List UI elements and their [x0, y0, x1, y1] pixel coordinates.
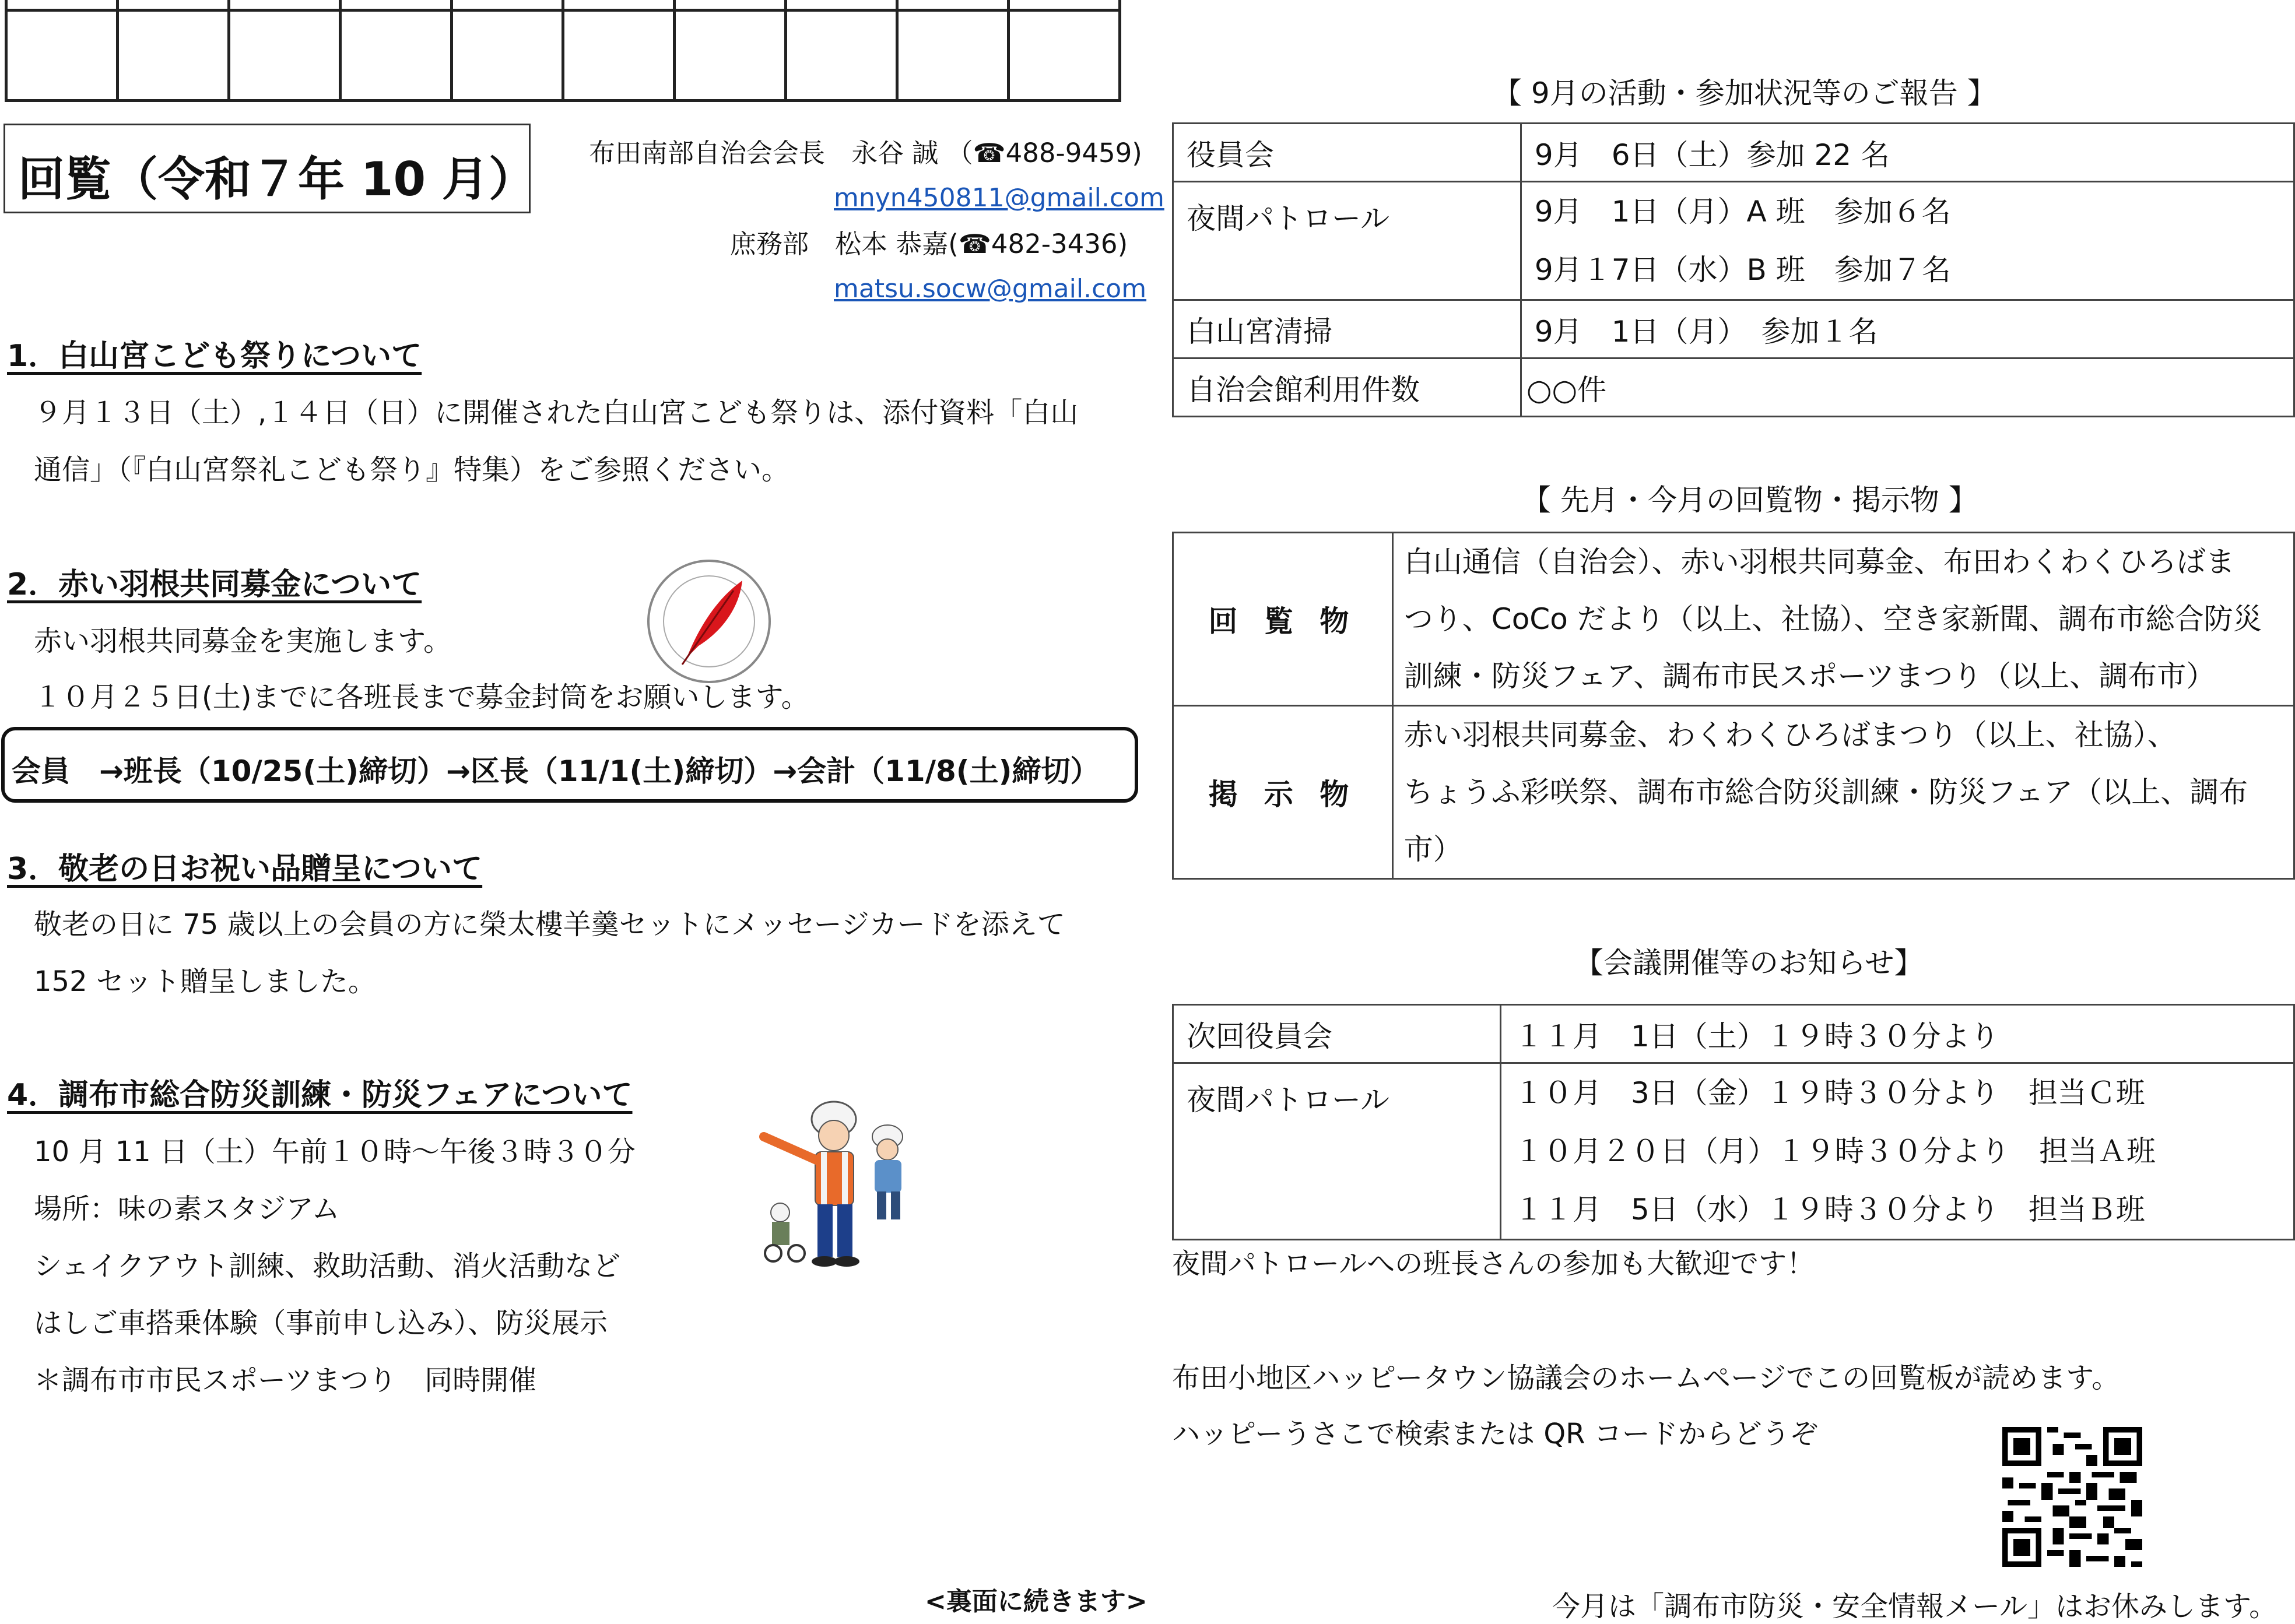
- circular-label: 回 覧 物: [1173, 533, 1393, 706]
- continue-note: <裏面に続きます>: [925, 1587, 1148, 1616]
- circular-items: [1392, 533, 2294, 706]
- section3-line-2: 152 セット贈呈しました。: [34, 965, 376, 998]
- meetings-table: [1172, 1004, 2295, 1240]
- bulletin-items: [1392, 706, 2294, 879]
- report-value-3: 9月 1日（月） 参加１名: [1521, 300, 2294, 358]
- qr-code-icon[interactable]: [2002, 1427, 2142, 1567]
- footer-note: 今月は「調布市防災・安全情報メール」はお休みします。: [1552, 1590, 2278, 1623]
- table-row: [1173, 1005, 2294, 1063]
- section4-line-2: 場所：味の素スタジアム: [34, 1193, 340, 1225]
- secretary-contact: 庶務部 松本 恭嘉(☎482-3436): [730, 229, 1128, 259]
- bulletin-line-1: 赤い羽根共同募金、わくわくひろばまつり（以上、社協）、: [1403, 718, 2177, 752]
- report-label-1: 役員会: [1173, 124, 1521, 182]
- patrol-note: 夜間パトロールへの班長さんの参加も大歓迎です！: [1172, 1247, 1815, 1280]
- bulletin-line-3: 市）: [1403, 832, 1462, 866]
- chairman-email-link[interactable]: mnyn450811@gmail.com: [834, 183, 1164, 213]
- report-value-2a: 9月 1日（月）A 班 参加６名: [1534, 195, 1951, 229]
- chairman-contact: 布田南部自治会会長 永谷 誠 （☎488-9459): [589, 138, 1142, 168]
- table-row: [1173, 182, 2294, 300]
- section3-line-1: 敬老の日に 75 歳以上の会員の方に榮太樓羊羹セットにメッセージカードを添えて: [34, 908, 1065, 941]
- meeting-value-2a: １０月 3日（金）１９時３０分より 担当Ｃ班: [1514, 1076, 2145, 1110]
- bulletin-line-2: ちょうふ彩咲祭、調布市総合防災訓練・防災フェア（以上、調布: [1403, 775, 2248, 809]
- section3-heading: 3．敬老の日お祝い品贈呈について: [7, 852, 483, 887]
- report-table: [1172, 122, 2295, 417]
- flow-box: [1, 727, 1138, 803]
- circular-line-1: 白山通信（自治会）、赤い羽根共同募金、布田わくわくひろばま: [1403, 545, 2235, 579]
- section2-heading: 2．赤い羽根共同募金について: [7, 567, 422, 602]
- report-value-4: ○○件: [1521, 358, 2294, 417]
- section4-line-1: 10 月 11 日（土）午前１０時～午後３時３０分: [34, 1136, 636, 1168]
- circular-line-2: つり、CoCo だより（以上、社協）、空き家新聞、調布市総合防災: [1403, 602, 2262, 636]
- flow-text: 会員 →班長（10/25(土)締切）→区長（11/1(土)締切）→会計（11/8(土)締切）: [12, 754, 1100, 788]
- red-feather-seal-icon: [646, 558, 772, 684]
- meeting-value-1: １１月 1日（土）１９時３０分より: [1500, 1005, 2294, 1063]
- report-value-2b: 9月１7日（水）B 班 参加７名: [1534, 253, 1951, 287]
- table-row: [1173, 124, 2294, 182]
- section4-heading: 4．調布市総合防災訓練・防災フェアについて: [7, 1078, 633, 1113]
- table-row: [1173, 533, 2294, 706]
- meeting-label-1: 次回役員会: [1173, 1005, 1501, 1063]
- top-grid-table: [5, 0, 1121, 102]
- meeting-values-2: [1500, 1063, 2294, 1240]
- circulars-table: [1172, 532, 2295, 880]
- report-title: 【 9月の活動・参加状況等のご報告 】: [1493, 76, 1996, 110]
- page-title: 回覧（令和７年 10 月）: [18, 152, 536, 206]
- meeting-value-2b: １０月２０日（月）１９時３０分より 担当Ａ班: [1514, 1134, 2156, 1168]
- meetings-title: 【会議開催等のお知らせ】: [1574, 946, 1924, 980]
- section4-line-4: はしご車搭乗体験（事前申し込み）、防災展示: [34, 1307, 608, 1340]
- table-row: [1173, 1063, 2294, 1240]
- section2-line-2: １０月２５日(土)までに各班長まで募金封筒をお願いします。: [34, 681, 809, 713]
- report-value-1: 9月 6日（土）参加 22 名: [1521, 124, 2294, 182]
- table-row: [1173, 300, 2294, 358]
- secretary-email-link[interactable]: matsu.socw@gmail.com: [834, 274, 1147, 304]
- section1-line-1: ９月１３日（土）,１４日（日）に開催された白山宮こども祭りは、添付資料「白山: [34, 396, 1079, 429]
- section4-line-5: ＊調布市市民スポーツまつり 同時開催: [34, 1364, 537, 1397]
- table-row: [1173, 358, 2294, 417]
- meeting-value-2c: １１月 5日（水）１９時３０分より 担当Ｂ班: [1514, 1193, 2145, 1226]
- circulars-title: 【 先月・今月の回覧物・掲示物 】: [1522, 483, 1978, 517]
- circular-line-3: 訓練・防災フェア、調布市民スポーツまつり（以上、調布市）: [1403, 659, 2216, 693]
- title-box: [3, 124, 536, 213]
- section1-line-2: 通信」（『白山宮祭礼こども祭り』特集）をご参照ください。: [34, 454, 790, 486]
- section1-heading: 1．白山宮こども祭りについて: [7, 339, 422, 374]
- report-label-4: 自治会館利用件数: [1173, 358, 1521, 417]
- report-values-2: [1521, 182, 2294, 300]
- homepage-line-1: 布田小地区ハッピータウン協議会のホームページでこの回覧板が読めます。: [1172, 1362, 2120, 1394]
- report-label-3: 白山宮清掃: [1173, 300, 1521, 358]
- table-row: [1173, 706, 2294, 879]
- bulletin-label: 掲 示 物: [1173, 706, 1393, 879]
- meeting-label-2: 夜間パトロール: [1173, 1063, 1501, 1240]
- homepage-line-2: ハッピーうさこで検索または QR コードからどうぞ: [1172, 1418, 1818, 1450]
- disaster-drill-illustration-icon: [752, 1096, 933, 1277]
- section4-line-3: シェイクアウト訓練、救助活動、消火活動など: [34, 1250, 621, 1282]
- report-label-2: 夜間パトロール: [1173, 182, 1521, 300]
- section2-line-1: 赤い羽根共同募金を実施します。: [34, 625, 452, 658]
